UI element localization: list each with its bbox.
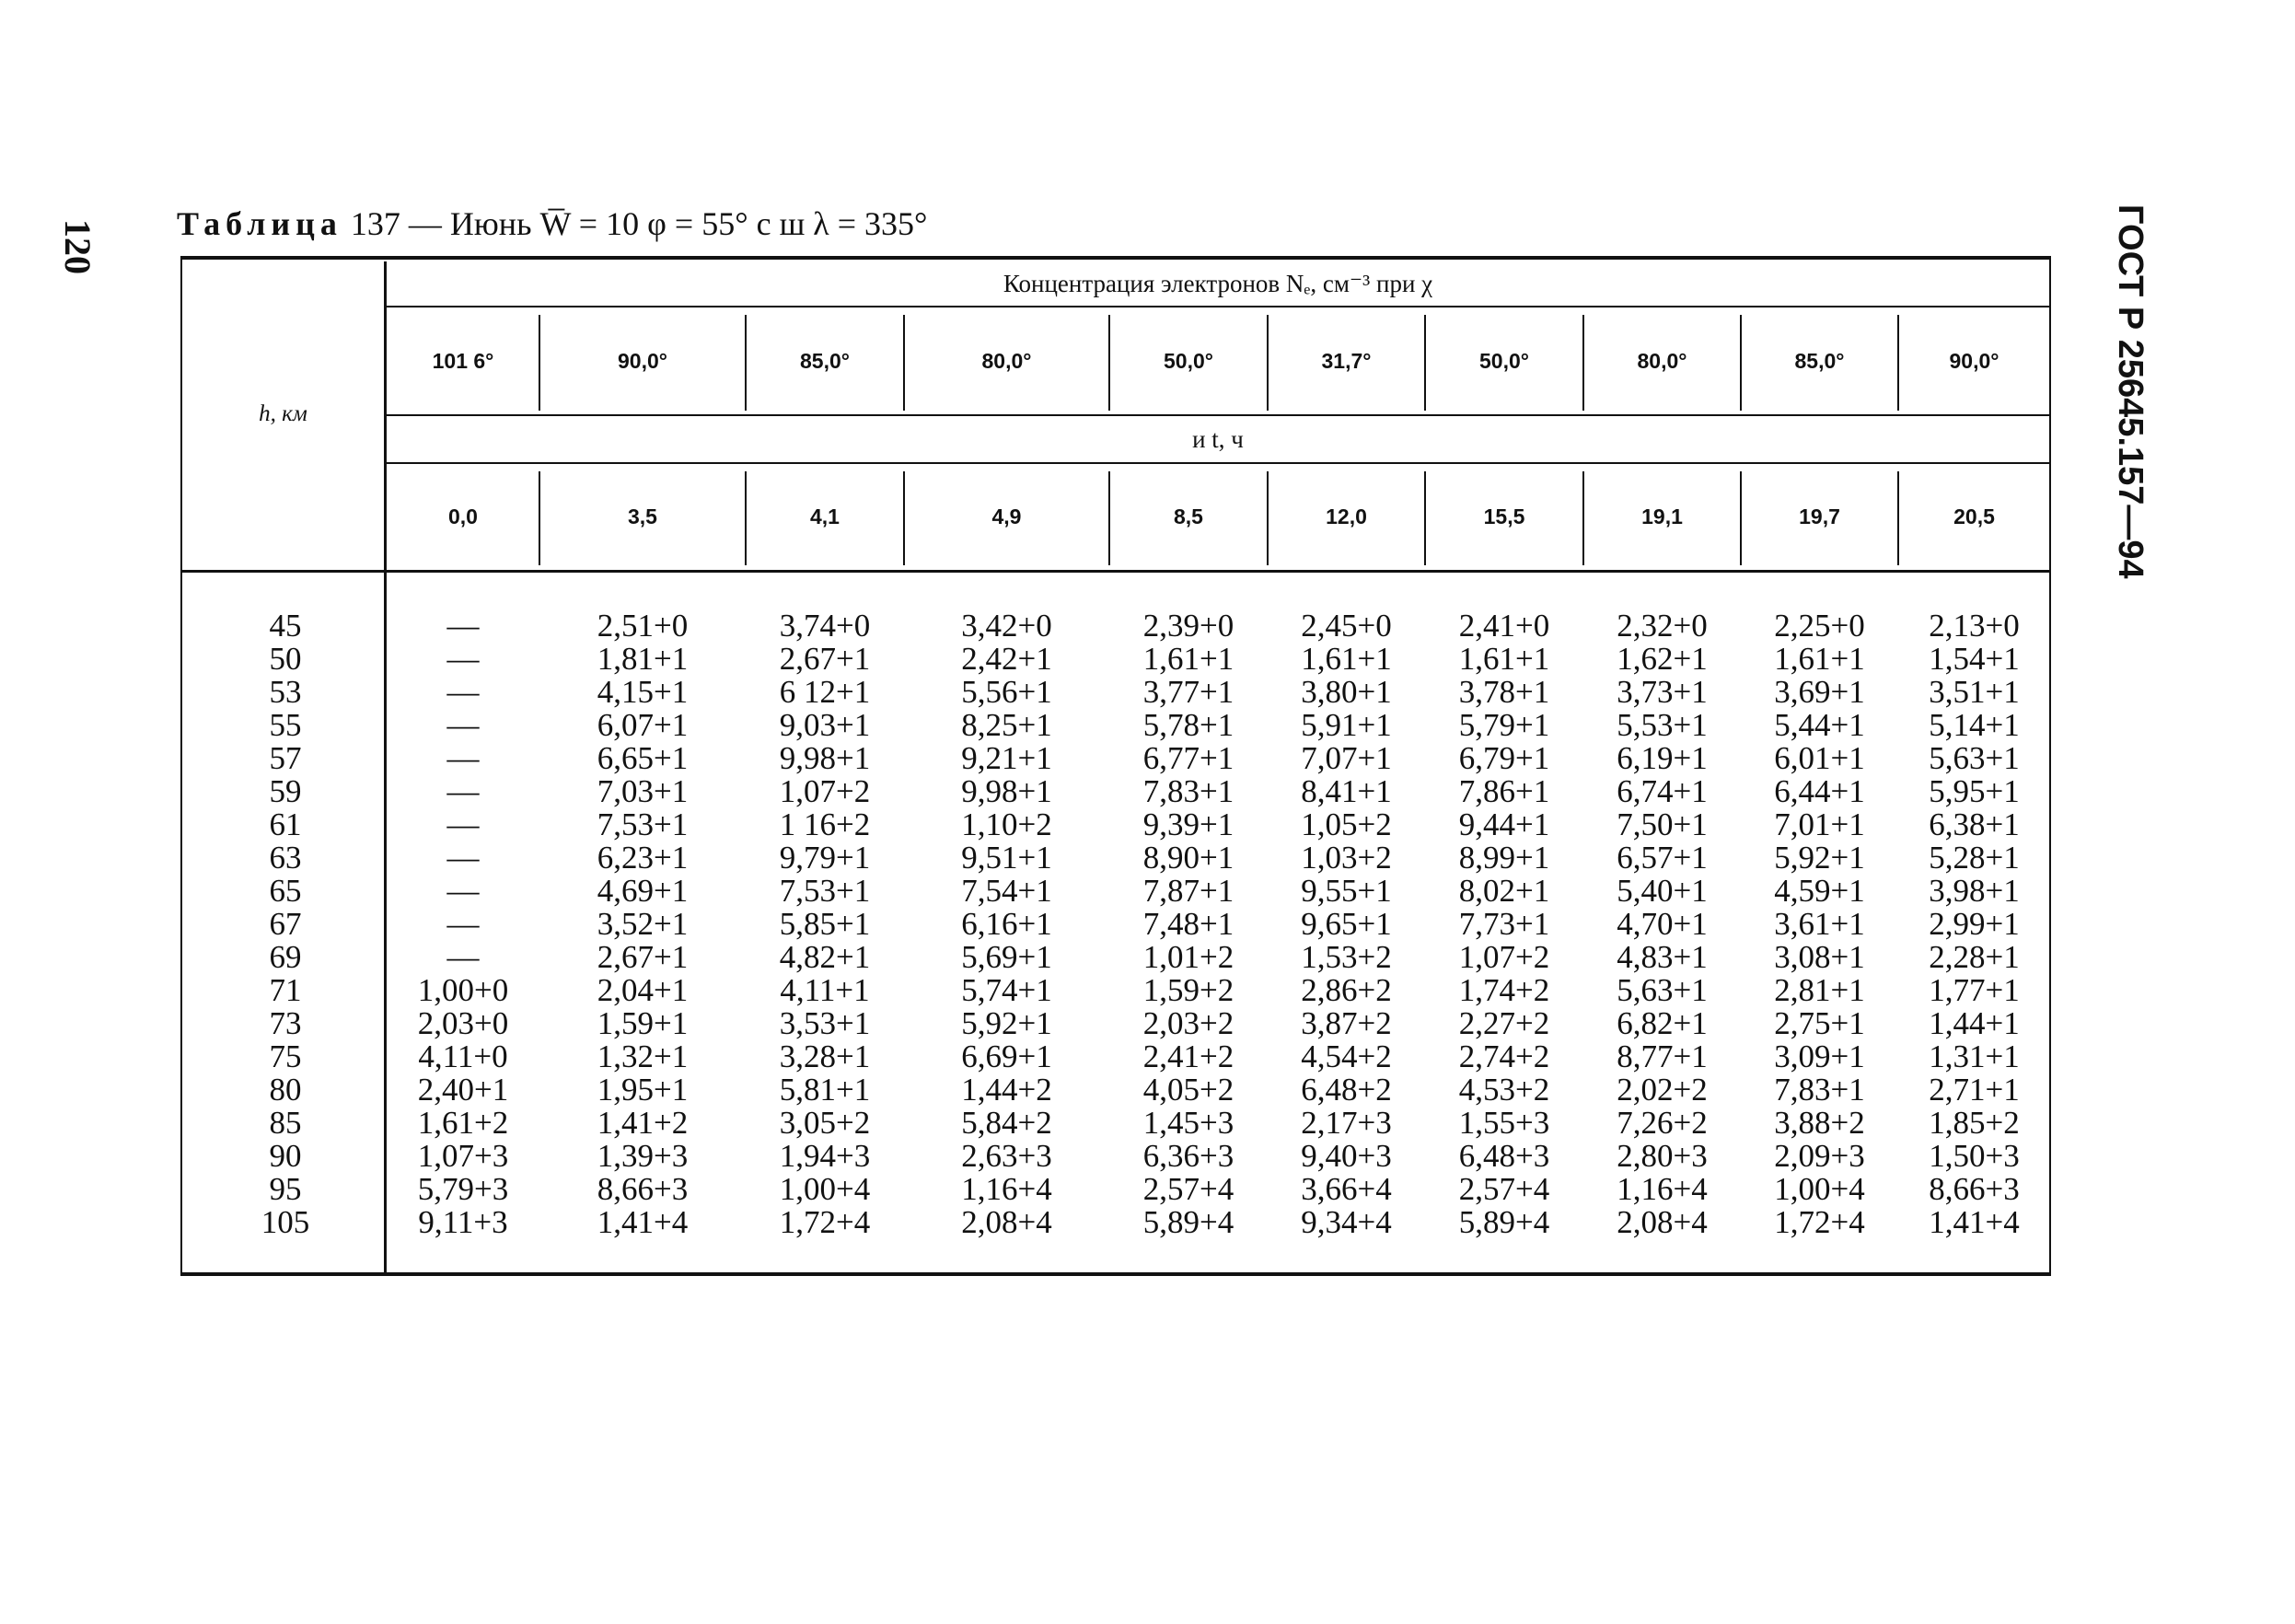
- value-cell: 2,03+0: [417, 1005, 509, 1041]
- value-cell: 1,81+1: [597, 641, 689, 677]
- value-cell: 5,79+1: [1458, 707, 1550, 743]
- value-cell: 6,19+1: [1617, 740, 1708, 776]
- value-cell: 1,39+3: [597, 1138, 689, 1174]
- value-cell: 9,03+1: [779, 707, 871, 743]
- t-value: 19,1: [1641, 505, 1683, 528]
- value-cell: 8,90+1: [1142, 840, 1234, 876]
- value-cell: 2,51+0: [597, 608, 689, 644]
- value-cell: 5,56+1: [961, 674, 1052, 710]
- t-value: 8,5: [1174, 505, 1203, 528]
- value-cell: 2,02+2: [1617, 1072, 1708, 1108]
- value-cell: 1,77+1: [1929, 972, 2020, 1008]
- chi-value: 31,7°: [1321, 348, 1372, 373]
- value-cell: 3,77+1: [1142, 674, 1234, 710]
- value-cell: 7,53+1: [597, 806, 689, 842]
- value-cell: 2,08+4: [1617, 1204, 1708, 1240]
- value-cell: 5,92+1: [1774, 840, 1865, 876]
- row-header: h, км: [259, 401, 307, 426]
- value-cell: 7,54+1: [961, 873, 1052, 909]
- value-cell: 2,39+0: [1142, 608, 1234, 644]
- value-cell: 1,32+1: [597, 1038, 689, 1074]
- value-cell: 6,79+1: [1458, 740, 1550, 776]
- height-cell: 105: [261, 1204, 310, 1240]
- value-cell: 3,73+1: [1617, 674, 1708, 710]
- chi-value: 85,0°: [1794, 348, 1845, 373]
- value-cell: 2,08+4: [961, 1204, 1052, 1240]
- value-cell: 5,89+4: [1142, 1204, 1234, 1240]
- height-cell: 61: [269, 806, 302, 842]
- value-cell: —: [446, 806, 480, 842]
- value-cell: 2,86+2: [1301, 972, 1392, 1008]
- value-cell: 9,55+1: [1301, 873, 1392, 909]
- value-cell: 1,59+1: [597, 1005, 689, 1041]
- value-cell: 7,01+1: [1774, 806, 1865, 842]
- value-cell: 4,54+2: [1301, 1038, 1392, 1074]
- concentration-header: Концентрация электронов Nₑ, см⁻³ при χ: [1003, 269, 1433, 297]
- value-cell: 6,38+1: [1929, 806, 2020, 842]
- value-cell: 6,23+1: [597, 840, 689, 876]
- value-cell: 1,45+3: [1142, 1105, 1234, 1141]
- value-cell: 7,50+1: [1617, 806, 1708, 842]
- value-cell: 1,16+4: [961, 1171, 1052, 1207]
- value-cell: 3,05+2: [779, 1105, 871, 1141]
- value-cell: 8,77+1: [1617, 1038, 1708, 1074]
- value-cell: 1,00+0: [417, 972, 509, 1008]
- value-cell: —: [446, 939, 480, 975]
- value-cell: 3,53+1: [779, 1005, 871, 1041]
- value-cell: 2,41+2: [1142, 1038, 1234, 1074]
- value-cell: 9,21+1: [961, 740, 1052, 776]
- value-cell: —: [446, 608, 480, 644]
- value-cell: 4,70+1: [1617, 906, 1708, 942]
- value-cell: 1,61+1: [1301, 641, 1392, 677]
- value-column: [540, 609, 745, 1239]
- value-cell: 8,02+1: [1458, 873, 1550, 909]
- value-cell: 9,11+3: [418, 1204, 508, 1240]
- bottom-rule: [180, 1272, 2051, 1276]
- value-cell: 1,94+3: [779, 1138, 871, 1174]
- value-cell: 2,25+0: [1774, 608, 1865, 644]
- height-cell: 85: [269, 1105, 302, 1141]
- value-cell: 1,44+1: [1929, 1005, 2020, 1041]
- value-cell: 1,61+1: [1142, 641, 1234, 677]
- value-cell: 1,72+4: [779, 1204, 871, 1240]
- t-value: 20,5: [1953, 505, 1995, 528]
- chi-value: 50,0°: [1479, 348, 1529, 373]
- value-cell: 5,14+1: [1929, 707, 2020, 743]
- height-cell: 53: [269, 674, 302, 710]
- chi-value: 80,0°: [981, 348, 1032, 373]
- height-cell: 69: [269, 939, 302, 975]
- value-cell: 1,44+2: [961, 1072, 1052, 1108]
- value-cell: 1 16+2: [779, 806, 871, 842]
- value-column: [387, 609, 539, 1239]
- value-cell: 4,83+1: [1617, 939, 1708, 975]
- value-cell: 8,99+1: [1458, 840, 1550, 876]
- top-rule: [180, 256, 2051, 260]
- value-cell: 7,73+1: [1458, 906, 1550, 942]
- t-value: 3,5: [628, 505, 657, 528]
- value-cell: 2,28+1: [1929, 939, 2020, 975]
- value-cell: 6,77+1: [1142, 740, 1234, 776]
- value-cell: 3,52+1: [597, 906, 689, 942]
- value-cell: 5,92+1: [961, 1005, 1052, 1041]
- value-cell: 7,53+1: [779, 873, 871, 909]
- value-cell: 4,59+1: [1774, 873, 1865, 909]
- value-column: [905, 609, 1108, 1239]
- value-cell: 2,57+4: [1142, 1171, 1234, 1207]
- value-cell: 5,85+1: [779, 906, 871, 942]
- height-column: [212, 609, 359, 1239]
- value-cell: 9,65+1: [1301, 906, 1392, 942]
- height-cell: 90: [269, 1138, 302, 1174]
- value-cell: 2,13+0: [1929, 608, 2020, 644]
- value-cell: 1,61+1: [1458, 641, 1550, 677]
- value-cell: 1,53+2: [1301, 939, 1392, 975]
- value-cell: 1,54+1: [1929, 641, 2020, 677]
- value-cell: 1,50+3: [1929, 1138, 2020, 1174]
- value-cell: 1,31+1: [1929, 1038, 2020, 1074]
- value-cell: 1,41+4: [1929, 1204, 2020, 1240]
- value-cell: 7,48+1: [1142, 906, 1234, 942]
- value-cell: 7,83+1: [1774, 1072, 1865, 1108]
- value-cell: 5,40+1: [1617, 873, 1708, 909]
- value-cell: 2,67+1: [597, 939, 689, 975]
- value-cell: —: [446, 707, 480, 743]
- value-cell: 6,74+1: [1617, 773, 1708, 809]
- value-column: [1584, 609, 1740, 1239]
- height-cell: 67: [269, 906, 302, 942]
- value-cell: 6,01+1: [1774, 740, 1865, 776]
- value-cell: 5,63+1: [1929, 740, 2020, 776]
- value-cell: 1,61+2: [417, 1105, 509, 1141]
- value-cell: 8,25+1: [961, 707, 1052, 743]
- value-cell: 4,82+1: [779, 939, 871, 975]
- value-cell: 2,04+1: [597, 972, 689, 1008]
- value-column: [1742, 609, 1897, 1239]
- value-cell: 1,05+2: [1301, 806, 1392, 842]
- value-cell: 5,28+1: [1929, 840, 2020, 876]
- value-cell: 2,32+0: [1617, 608, 1708, 644]
- value-cell: 5,69+1: [961, 939, 1052, 975]
- value-cell: 4,05+2: [1142, 1072, 1234, 1108]
- value-cell: 6 12+1: [779, 674, 871, 710]
- value-cell: 9,79+1: [779, 840, 871, 876]
- value-cell: 6,82+1: [1617, 1005, 1708, 1041]
- value-cell: 1,61+1: [1774, 641, 1865, 677]
- value-cell: 7,07+1: [1301, 740, 1392, 776]
- value-cell: —: [446, 840, 480, 876]
- value-cell: 6,69+1: [961, 1038, 1052, 1074]
- document-code: ГОСТ Р 25645.157—94: [2111, 204, 2150, 579]
- height-cell: 71: [269, 972, 302, 1008]
- value-cell: 3,28+1: [779, 1038, 871, 1074]
- value-cell: —: [446, 873, 480, 909]
- t-value: 0,0: [448, 505, 478, 528]
- value-cell: 6,48+2: [1301, 1072, 1392, 1108]
- value-cell: 1,07+2: [1458, 939, 1550, 975]
- value-cell: 5,84+2: [961, 1105, 1052, 1141]
- value-cell: 3,74+0: [779, 608, 871, 644]
- value-cell: 1,59+2: [1142, 972, 1234, 1008]
- height-cell: 59: [269, 773, 302, 809]
- value-cell: 3,09+1: [1774, 1038, 1865, 1074]
- value-cell: 4,15+1: [597, 674, 689, 710]
- value-cell: 5,63+1: [1617, 972, 1708, 1008]
- value-cell: 3,08+1: [1774, 939, 1865, 975]
- value-cell: —: [446, 906, 480, 942]
- header-body-rule: [180, 570, 2051, 573]
- value-cell: 1,41+2: [597, 1105, 689, 1141]
- value-cell: 2,09+3: [1774, 1138, 1865, 1174]
- value-cell: 3,66+4: [1301, 1171, 1392, 1207]
- value-cell: 2,80+3: [1617, 1138, 1708, 1174]
- value-cell: 3,80+1: [1301, 674, 1392, 710]
- value-column: [1426, 609, 1582, 1239]
- value-cell: 8,66+3: [1929, 1171, 2020, 1207]
- value-cell: 2,40+1: [417, 1072, 509, 1108]
- value-cell: 1,85+2: [1929, 1105, 2020, 1141]
- value-cell: 1,07+2: [779, 773, 871, 809]
- value-cell: 2,99+1: [1929, 906, 2020, 942]
- value-cell: 9,40+3: [1301, 1138, 1392, 1174]
- height-cell: 57: [269, 740, 302, 776]
- value-cell: 2,81+1: [1774, 972, 1865, 1008]
- value-cell: 9,39+1: [1142, 806, 1234, 842]
- value-cell: 3,42+0: [961, 608, 1052, 644]
- t-value: 15,5: [1483, 505, 1525, 528]
- value-cell: 5,44+1: [1774, 707, 1865, 743]
- value-cell: 4,11+1: [780, 972, 870, 1008]
- value-cell: 3,87+2: [1301, 1005, 1392, 1041]
- value-cell: 2,41+0: [1458, 608, 1550, 644]
- value-cell: 1,74+2: [1458, 972, 1550, 1008]
- value-cell: 2,71+1: [1929, 1072, 2020, 1108]
- chi-value: 90,0°: [1949, 348, 1999, 373]
- height-cell: 50: [269, 641, 302, 677]
- chi-value: 85,0°: [800, 348, 850, 373]
- height-cell: 65: [269, 873, 302, 909]
- value-cell: 4,53+2: [1458, 1072, 1550, 1108]
- value-column: [1110, 609, 1267, 1239]
- value-cell: 3,78+1: [1458, 674, 1550, 710]
- value-cell: 9,34+4: [1301, 1204, 1392, 1240]
- value-column: [1269, 609, 1424, 1239]
- chi-value: 80,0°: [1637, 348, 1687, 373]
- value-cell: 1,95+1: [597, 1072, 689, 1108]
- value-cell: —: [446, 740, 480, 776]
- value-cell: 2,57+4: [1458, 1171, 1550, 1207]
- value-cell: 2,63+3: [961, 1138, 1052, 1174]
- value-cell: 1,03+2: [1301, 840, 1392, 876]
- height-cell: 55: [269, 707, 302, 743]
- value-cell: 5,79+3: [417, 1171, 509, 1207]
- value-cell: 5,95+1: [1929, 773, 2020, 809]
- height-cell: 95: [269, 1171, 302, 1207]
- value-cell: 1,00+4: [779, 1171, 871, 1207]
- chi-value: 90,0°: [618, 348, 667, 373]
- value-cell: 6,65+1: [597, 740, 689, 776]
- value-cell: 9,51+1: [961, 840, 1052, 876]
- value-cell: 9,98+1: [961, 773, 1052, 809]
- value-cell: 1,41+4: [597, 1204, 689, 1240]
- value-cell: 7,86+1: [1458, 773, 1550, 809]
- value-cell: 6,07+1: [597, 707, 689, 743]
- table-caption: [177, 204, 927, 243]
- value-cell: —: [446, 674, 480, 710]
- height-cell: 80: [269, 1072, 302, 1108]
- value-cell: 1,00+4: [1774, 1171, 1865, 1207]
- value-cell: 1,07+3: [417, 1138, 509, 1174]
- value-cell: 2,67+1: [779, 641, 871, 677]
- value-cell: 6,16+1: [961, 906, 1052, 942]
- value-cell: 1,16+4: [1617, 1171, 1708, 1207]
- value-cell: 1,55+3: [1458, 1105, 1550, 1141]
- value-cell: 1,62+1: [1617, 641, 1708, 677]
- value-cell: 1,01+2: [1142, 939, 1234, 975]
- right-border: [2049, 256, 2051, 1276]
- value-cell: 1,10+2: [961, 806, 1052, 842]
- value-cell: 8,66+3: [597, 1171, 689, 1207]
- value-cell: 3,61+1: [1774, 906, 1865, 942]
- value-column: [1899, 609, 2049, 1239]
- height-cell: 73: [269, 1005, 302, 1041]
- caption-label: Таблица: [177, 205, 342, 242]
- time-header: и t, ч: [1192, 424, 1244, 453]
- value-cell: 7,03+1: [597, 773, 689, 809]
- t-value: 19,7: [1799, 505, 1840, 528]
- value-cell: 6,57+1: [1617, 840, 1708, 876]
- value-cell: 2,03+2: [1142, 1005, 1234, 1041]
- value-cell: 9,98+1: [779, 740, 871, 776]
- value-cell: 3,51+1: [1929, 674, 2020, 710]
- value-cell: 6,44+1: [1774, 773, 1865, 809]
- value-cell: 4,11+0: [418, 1038, 508, 1074]
- caption-text: 137 — Июнь W̅ = 10 φ = 55° с ш λ = 335°: [350, 205, 928, 242]
- value-cell: 1,72+4: [1774, 1204, 1865, 1240]
- value-cell: 6,48+3: [1458, 1138, 1550, 1174]
- value-cell: 2,75+1: [1774, 1005, 1865, 1041]
- value-cell: 2,27+2: [1458, 1005, 1550, 1041]
- value-cell: 3,98+1: [1929, 873, 2020, 909]
- t-value: 4,1: [810, 505, 840, 528]
- t-value: 4,9: [991, 505, 1022, 528]
- value-cell: 9,44+1: [1458, 806, 1550, 842]
- height-cell: 75: [269, 1038, 302, 1074]
- value-cell: —: [446, 641, 480, 677]
- chi-value: 50,0°: [1164, 348, 1213, 373]
- height-cell: 45: [269, 608, 302, 644]
- height-cell: 63: [269, 840, 302, 876]
- value-cell: 2,17+3: [1301, 1105, 1392, 1141]
- value-column: [747, 609, 903, 1239]
- value-cell: 8,41+1: [1301, 773, 1392, 809]
- value-cell: 7,83+1: [1142, 773, 1234, 809]
- t-value: 12,0: [1326, 505, 1367, 528]
- value-cell: 6,36+3: [1142, 1138, 1234, 1174]
- value-cell: 5,91+1: [1301, 707, 1392, 743]
- chi-value: 101 6°: [432, 348, 494, 373]
- value-cell: 2,45+0: [1301, 608, 1392, 644]
- value-cell: 5,53+1: [1617, 707, 1708, 743]
- value-cell: 7,87+1: [1142, 873, 1234, 909]
- value-cell: 5,89+4: [1458, 1204, 1550, 1240]
- value-cell: 2,42+1: [961, 641, 1052, 677]
- value-cell: 7,26+2: [1617, 1105, 1708, 1141]
- value-cell: 5,78+1: [1142, 707, 1234, 743]
- value-cell: 5,81+1: [779, 1072, 871, 1108]
- page-number: 120: [57, 219, 99, 274]
- value-cell: 3,69+1: [1774, 674, 1865, 710]
- value-cell: 5,74+1: [961, 972, 1052, 1008]
- value-cell: 3,88+2: [1774, 1105, 1865, 1141]
- value-cell: 4,69+1: [597, 873, 689, 909]
- value-cell: 2,74+2: [1458, 1038, 1550, 1074]
- value-cell: —: [446, 773, 480, 809]
